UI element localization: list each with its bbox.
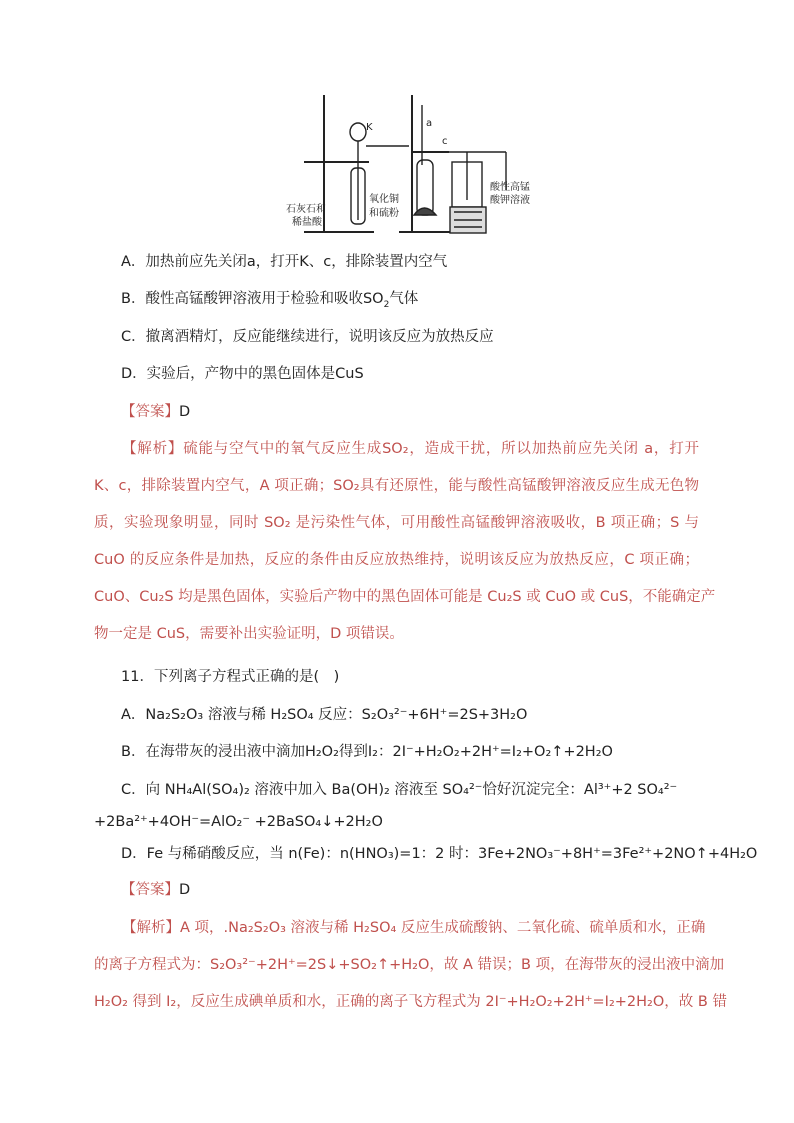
label-k: K: [366, 122, 373, 133]
analysis-10-line-6: 物一定是 CuS，需要补出实验证明，D 项错误。: [94, 626, 404, 642]
option-a: A．加热前应先关闭a，打开K、c，排除装置内空气: [121, 254, 448, 270]
label-mid-1: 氧化铜: [369, 194, 399, 205]
label-left-2: 稀盐酸: [292, 217, 322, 228]
option-d: D．实验后，产物中的黑色固体是CuS: [121, 366, 364, 382]
q11-option-b: B．在海带灰的浸出液中滴加H₂O₂得到I₂：2I⁻+H₂O₂+2H⁺=I₂+O₂↑+2H₂O: [121, 744, 613, 760]
analysis-11-line-3: H₂O₂ 得到 I₂，反应生成碘单质和水，正确的离子飞方程式为 2I⁻+H₂O₂+2H⁺=I₂+2H₂O，故 B 错: [94, 994, 727, 1010]
q11-option-c-1: C．向 NH₄Al(SO₄)₂ 溶液中加入 Ba(OH)₂ 溶液至 SO₄²⁻恰好沉淀完全：Al³⁺+2 SO₄²⁻: [121, 782, 678, 798]
analysis-10: [94, 431, 716, 653]
analysis-label: 【解析】: [122, 920, 180, 936]
analysis-11: [94, 910, 727, 1021]
label-right-1: 酸性高锰: [490, 182, 530, 193]
answer-label: 【答案】: [121, 882, 179, 898]
answer-11: [121, 880, 190, 900]
analysis-11-line-1: [94, 910, 706, 947]
analysis-10-line-1: [94, 431, 699, 468]
q11-option-c-2: +2Ba²⁺+4OH⁻=AlO₂⁻ +2BaSO₄↓+2H₂O: [94, 814, 383, 830]
option-b-tail: 气体: [389, 291, 419, 307]
answer-value: D: [179, 404, 191, 420]
answer-10: [121, 402, 190, 422]
analysis-10-line-5: CuO、Cu₂S 均是黑色固体，实验后产物中的黑色固体可能是 Cu₂S 或 CuO 或 CuS，不能确定产: [94, 589, 716, 605]
label-mid-2: 和硫粉: [369, 208, 399, 219]
option-b-sub: 2: [383, 299, 390, 310]
apparatus-figure: [254, 90, 554, 240]
label-right-2: 酸钾溶液: [490, 195, 530, 206]
question-11-stem: 11．下列离子方程式正确的是( ): [121, 669, 340, 685]
analysis-10-line-2: K、c，排除装置内空气，A 项正确；SO₂具有还原性，能与酸性高锰酸钾溶液反应生成无色物: [94, 478, 699, 494]
beaker: [450, 152, 486, 233]
option-b-text: B．酸性高锰酸钾溶液用于检验和吸收SO: [121, 291, 384, 307]
label-left-1: 石灰石和: [286, 204, 326, 215]
analysis-10-line-4: CuO 的反应条件是加热，反应的条件由反应放热维持，说明该反应为放热反应，C 项正确；: [94, 552, 699, 568]
answer-label: 【答案】: [121, 404, 179, 420]
option-b: [121, 289, 418, 309]
analysis-11-text-1: A 项，.Na₂S₂O₃ 溶液与稀 H₂SO₄ 反应生成硫酸钠、二氧化硫、硫单质和水，正确: [180, 920, 706, 936]
analysis-10-text-1: 硫能与空气中的氧气反应生成SO₂，造成干扰，所以加热前应先关闭 a，打开: [183, 441, 700, 457]
analysis-10-line-3: 质，实验现象明显，同时 SO₂ 是污染性气体，可用酸性高锰酸钾溶液吸收，B 项正确；S 与: [94, 515, 699, 531]
analysis-label: 【解析】: [122, 441, 184, 457]
label-a: a: [426, 118, 433, 129]
q11-option-a: A．Na₂S₂O₃ 溶液与稀 H₂SO₄ 反应：S₂O₃²⁻+6H⁺=2S+3H₂O: [121, 707, 528, 723]
analysis-11-line-2: 的离子方程式为：S₂O₃²⁻+2H⁺=2S↓+SO₂↑+H₂O，故 A 错误；B 项，在海带灰的浸出液中滴加: [94, 957, 725, 973]
q11-option-d: D．Fe 与稀硝酸反应，当 n(Fe)：n(HNO₃)=1：2 时：3Fe+2NO₃⁻+8H⁺=3Fe²⁺+2NO↑+4H₂O: [121, 846, 758, 862]
label-c: c: [442, 136, 448, 147]
option-c: C．撤离酒精灯，反应能继续进行，说明该反应为放热反应: [121, 329, 494, 345]
answer-value: D: [179, 882, 191, 898]
